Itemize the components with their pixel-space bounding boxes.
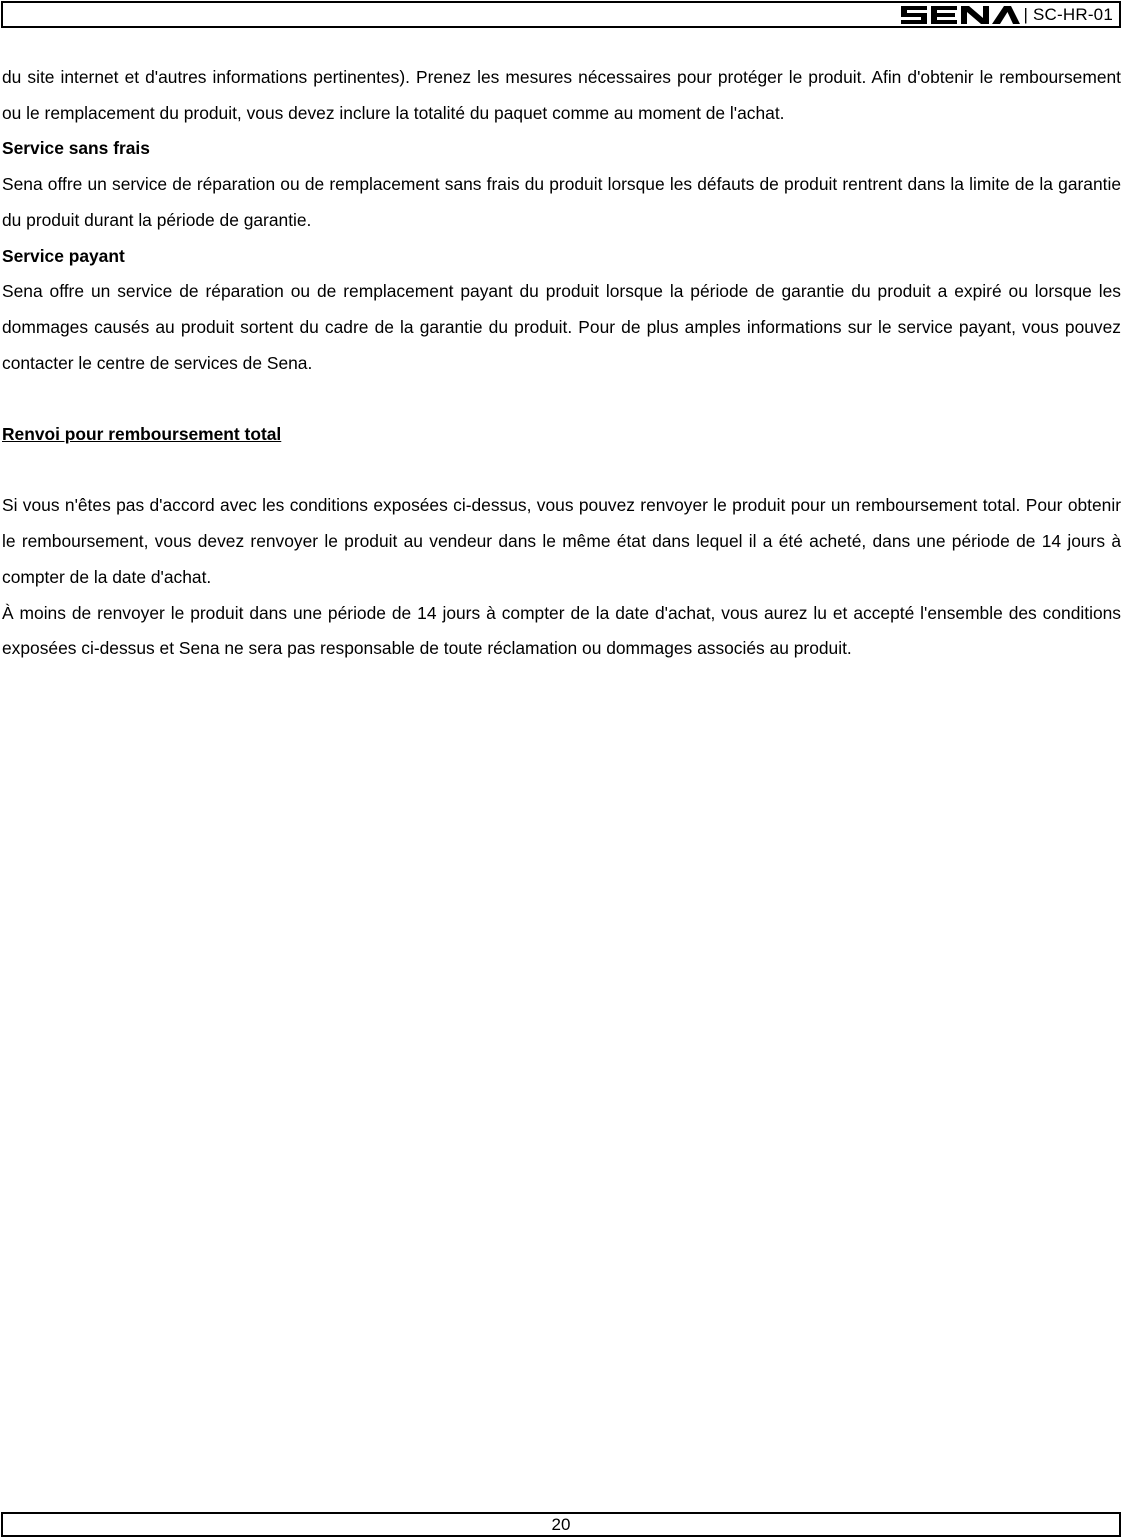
- paid-service-heading: Service payant: [2, 245, 125, 266]
- page-footer: [1, 1512, 1121, 1537]
- refund-heading: Renvoi pour remboursement total: [2, 424, 282, 445]
- document-code: | SC-HR-01: [1023, 4, 1113, 24]
- intro-paragraph: du site internet et d'autres informations pertinentes). Prenez les mesures nécessaires pour protéger le produit. Afin d'obtenir le remboursement ou le remplacement du produit, vous devez inclure la totalité du paquet comme au moment de l'achat.: [2, 67, 1121, 123]
- page-content: [2, 60, 1121, 667]
- free-service-heading: Service sans frais: [2, 138, 150, 159]
- refund-paragraph-1: Si vous n'êtes pas d'accord avec les conditions exposées ci-dessus, vous pouvez renvoyer le produit pour un remboursement total. Pour obtenir le remboursement, vous devez renvoyer le produit au vendeur dans le même état dans lequel il a été acheté, dans une période de 14 jours à compter de la date d'achat.: [2, 495, 1121, 587]
- paid-service-paragraph: Sena offre un service de réparation ou de remplacement payant du produit lorsque la période de garantie du produit a expiré ou lorsque les dommages causés au produit sortent du cadre de la garantie du produit. Pour de plus amples informations sur le service payant, vous pouvez contacter le centre de services de Sena.: [2, 281, 1121, 373]
- refund-paragraph-2: À moins de renvoyer le produit dans une période de 14 jours à compter de la date d'achat, vous aurez lu et accepté l'ensemble des conditions exposées ci-dessus et Sena ne sera pas responsable de toute réclamation ou dommages associés au produit.: [2, 602, 1121, 659]
- page-header: [1, 1, 1121, 28]
- sena-logo: [899, 4, 1021, 26]
- spacer: [2, 381, 1121, 417]
- spacer: [2, 453, 1121, 489]
- free-service-paragraph: Sena offre un service de réparation ou de remplacement sans frais du produit lorsque les défauts de produit rentrent dans la limite de la garantie du produit durant la période de garantie.: [2, 174, 1121, 230]
- page-number: 20: [551, 1514, 571, 1534]
